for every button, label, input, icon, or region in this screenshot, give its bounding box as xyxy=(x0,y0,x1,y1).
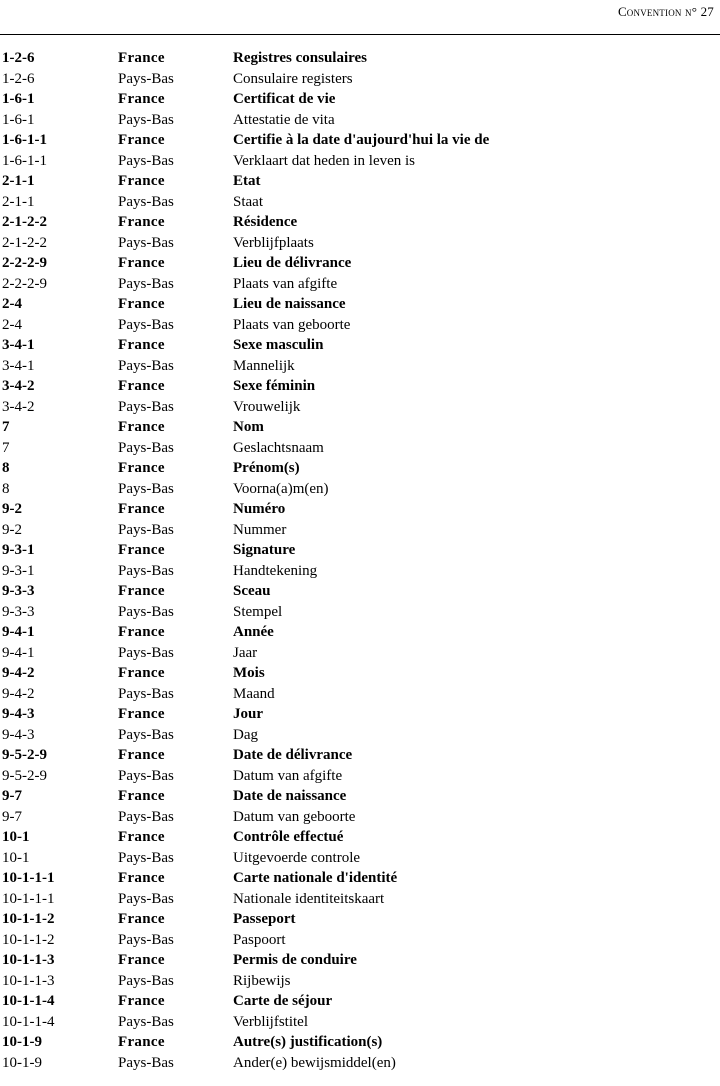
row-country: Pays-Bas xyxy=(118,644,174,661)
table-row xyxy=(0,540,720,561)
row-code: 1-2-6 xyxy=(2,70,35,87)
row-code: 2-1-1 xyxy=(2,193,35,210)
table-row xyxy=(0,1032,720,1053)
table-row xyxy=(0,130,720,151)
row-code: 9-3-3 xyxy=(2,583,35,599)
table-row xyxy=(0,663,720,684)
table-row xyxy=(0,909,720,930)
row-country: France xyxy=(118,583,165,599)
row-code: 10-1-1-2 xyxy=(2,911,55,927)
table-row xyxy=(0,151,720,172)
row-country: France xyxy=(118,173,165,189)
row-term: Carte nationale d'identité xyxy=(233,870,398,886)
row-term: Geslachtsnaam xyxy=(233,439,324,456)
row-term: Vrouwelijk xyxy=(233,398,301,415)
row-country: Pays-Bas xyxy=(118,808,174,825)
row-term: Passeport xyxy=(233,911,296,927)
row-country: France xyxy=(118,911,165,927)
row-country: France xyxy=(118,747,165,763)
row-country: Pays-Bas xyxy=(118,193,174,210)
table-row xyxy=(0,950,720,971)
row-code: 1-6-1-1 xyxy=(2,152,47,169)
row-term: Lieu de délivrance xyxy=(233,255,352,271)
row-term: Mois xyxy=(233,665,265,681)
table-row xyxy=(0,110,720,131)
table-row xyxy=(0,991,720,1012)
row-code: 3-4-1 xyxy=(2,337,35,353)
row-country: France xyxy=(118,255,165,271)
row-term: Datum van geboorte xyxy=(233,808,356,825)
row-term: Signature xyxy=(233,542,296,558)
row-country: Pays-Bas xyxy=(118,439,174,456)
row-country: France xyxy=(118,624,165,640)
row-term: Attestatie de vita xyxy=(233,111,335,128)
table-row xyxy=(0,561,720,582)
row-term: Certifie à la date d'aujourd'hui la vie de xyxy=(233,132,490,148)
row-term: Carte de séjour xyxy=(233,993,333,1009)
page-header-title: Convention n° 27 xyxy=(617,4,714,19)
table-row xyxy=(0,315,720,336)
term-table xyxy=(0,48,720,1073)
row-country: France xyxy=(118,870,165,886)
row-code: 1-2-6 xyxy=(2,50,35,66)
table-row xyxy=(0,1012,720,1033)
table-row xyxy=(0,48,720,69)
row-code: 9-5-2-9 xyxy=(2,767,47,784)
row-country: France xyxy=(118,1034,165,1050)
table-row xyxy=(0,458,720,479)
row-term: Verklaart dat heden in leven is xyxy=(233,152,416,169)
row-country: Pays-Bas xyxy=(118,234,174,251)
table-row xyxy=(0,622,720,643)
row-country: Pays-Bas xyxy=(118,398,174,415)
row-country: Pays-Bas xyxy=(118,890,174,907)
row-code: 9-4-3 xyxy=(2,726,35,743)
row-code: 10-1-1-2 xyxy=(2,931,55,948)
row-country: Pays-Bas xyxy=(118,480,174,497)
row-term: Verblijfstitel xyxy=(233,1013,308,1030)
row-term: Handtekening xyxy=(233,562,318,579)
table-row xyxy=(0,930,720,951)
table-row xyxy=(0,684,720,705)
row-country: France xyxy=(118,337,165,353)
table-row xyxy=(0,479,720,500)
row-country: Pays-Bas xyxy=(118,316,174,333)
row-code: 9-7 xyxy=(2,788,22,804)
row-term: Nom xyxy=(233,419,264,435)
row-country: Pays-Bas xyxy=(118,972,174,989)
row-term: Plaats van geboorte xyxy=(233,316,351,333)
row-country: Pays-Bas xyxy=(118,1013,174,1030)
row-country: Pays-Bas xyxy=(118,111,174,128)
table-row xyxy=(0,725,720,746)
row-code: 10-1-1-1 xyxy=(2,870,55,886)
row-country: France xyxy=(118,132,165,148)
row-term: Mannelijk xyxy=(233,357,295,374)
row-code: 9-4-2 xyxy=(2,685,35,702)
row-country: Pays-Bas xyxy=(118,521,174,538)
row-code: 9-3-1 xyxy=(2,562,35,579)
row-country: France xyxy=(118,91,165,107)
row-country: France xyxy=(118,378,165,394)
table-row xyxy=(0,786,720,807)
row-code: 1-6-1 xyxy=(2,91,35,107)
table-row xyxy=(0,971,720,992)
row-code: 9-3-1 xyxy=(2,542,35,558)
row-country: France xyxy=(118,829,165,845)
table-row xyxy=(0,253,720,274)
table-row xyxy=(0,376,720,397)
row-code: 10-1-1-1 xyxy=(2,890,55,907)
table-row xyxy=(0,397,720,418)
row-code: 2-4 xyxy=(2,296,22,312)
row-country: Pays-Bas xyxy=(118,70,174,87)
row-term: Contrôle effectué xyxy=(233,829,344,845)
row-code: 2-2-2-9 xyxy=(2,275,47,292)
row-code: 9-7 xyxy=(2,808,22,825)
row-code: 10-1-1-3 xyxy=(2,952,55,968)
row-country: France xyxy=(118,501,165,517)
row-code: 2-1-1 xyxy=(2,173,35,189)
row-term: Registres consulaires xyxy=(233,50,368,66)
row-code: 9-4-3 xyxy=(2,706,35,722)
table-row xyxy=(0,356,720,377)
row-country: France xyxy=(118,952,165,968)
row-country: France xyxy=(118,214,165,230)
row-country: Pays-Bas xyxy=(118,1054,174,1071)
table-row xyxy=(0,274,720,295)
row-code: 9-4-1 xyxy=(2,644,35,661)
row-term: Jaar xyxy=(233,644,258,661)
row-code: 8 xyxy=(2,480,10,497)
row-country: Pays-Bas xyxy=(118,603,174,620)
row-code: 9-4-1 xyxy=(2,624,35,640)
row-country: Pays-Bas xyxy=(118,685,174,702)
row-country: Pays-Bas xyxy=(118,767,174,784)
row-code: 1-6-1 xyxy=(2,111,35,128)
row-code: 9-2 xyxy=(2,501,22,517)
row-term: Datum van afgifte xyxy=(233,767,343,784)
row-term: Année xyxy=(233,624,274,640)
row-code: 2-2-2-9 xyxy=(2,255,47,271)
row-country: Pays-Bas xyxy=(118,931,174,948)
row-country: France xyxy=(118,296,165,312)
row-code: 10-1-9 xyxy=(2,1054,42,1071)
row-code: 10-1-1-4 xyxy=(2,1013,55,1030)
table-row xyxy=(0,294,720,315)
row-term: Plaats van afgifte xyxy=(233,275,338,292)
table-row xyxy=(0,704,720,725)
row-code: 9-3-3 xyxy=(2,603,35,620)
row-code: 9-5-2-9 xyxy=(2,747,47,763)
row-term: Prénom(s) xyxy=(233,460,300,476)
table-row xyxy=(0,807,720,828)
row-code: 9-2 xyxy=(2,521,22,538)
row-code: 3-4-2 xyxy=(2,398,35,415)
row-term: Paspoort xyxy=(233,931,286,948)
row-term: Ander(e) bewijsmiddel(en) xyxy=(233,1054,396,1071)
row-country: Pays-Bas xyxy=(118,849,174,866)
row-term: Sceau xyxy=(233,583,271,599)
row-code: 2-4 xyxy=(2,316,22,333)
row-code: 2-1-2-2 xyxy=(2,234,47,251)
row-term: Autre(s) justification(s) xyxy=(233,1034,383,1050)
table-row xyxy=(0,745,720,766)
row-country: France xyxy=(118,460,165,476)
row-term: Nummer xyxy=(233,521,287,538)
row-term: Résidence xyxy=(233,214,298,230)
row-country: Pays-Bas xyxy=(118,562,174,579)
row-code: 2-1-2-2 xyxy=(2,214,47,230)
table-row xyxy=(0,827,720,848)
table-row xyxy=(0,1053,720,1074)
row-country: Pays-Bas xyxy=(118,275,174,292)
row-country: Pays-Bas xyxy=(118,357,174,374)
row-term: Jour xyxy=(233,706,263,722)
table-row xyxy=(0,192,720,213)
row-term: Rijbewijs xyxy=(233,972,291,989)
row-country: France xyxy=(118,50,165,66)
row-term: Verblijfplaats xyxy=(233,234,314,251)
row-term: Dag xyxy=(233,726,258,743)
table-row xyxy=(0,499,720,520)
header-rule xyxy=(0,34,720,35)
row-code: 10-1 xyxy=(2,849,30,866)
row-term: Nationale identiteitskaart xyxy=(233,890,385,907)
row-term: Voorna(a)m(en) xyxy=(233,480,329,497)
row-country: France xyxy=(118,993,165,1009)
row-term: Stempel xyxy=(233,603,283,620)
row-term: Certificat de vie xyxy=(233,91,336,107)
row-term: Date de délivrance xyxy=(233,747,353,763)
table-row xyxy=(0,602,720,623)
row-code: 10-1-1-4 xyxy=(2,993,55,1009)
table-row xyxy=(0,848,720,869)
table-row xyxy=(0,643,720,664)
row-country: France xyxy=(118,706,165,722)
table-row xyxy=(0,766,720,787)
table-row xyxy=(0,438,720,459)
row-term: Lieu de naissance xyxy=(233,296,346,312)
row-term: Staat xyxy=(233,193,263,210)
row-code: 9-4-2 xyxy=(2,665,35,681)
row-country: Pays-Bas xyxy=(118,152,174,169)
table-row xyxy=(0,212,720,233)
table-row xyxy=(0,335,720,356)
row-code: 3-4-1 xyxy=(2,357,35,374)
row-country: France xyxy=(118,788,165,804)
row-term: Sexe féminin xyxy=(233,378,316,394)
row-code: 3-4-2 xyxy=(2,378,35,394)
row-term: Permis de conduire xyxy=(233,952,357,968)
row-country: Pays-Bas xyxy=(118,726,174,743)
table-row xyxy=(0,889,720,910)
row-country: France xyxy=(118,542,165,558)
row-term: Date de naissance xyxy=(233,788,347,804)
table-row xyxy=(0,89,720,110)
row-term: Consulaire registers xyxy=(233,70,353,87)
row-code: 10-1-9 xyxy=(2,1034,42,1050)
row-country: France xyxy=(118,665,165,681)
row-code: 7 xyxy=(2,439,10,456)
row-code: 1-6-1-1 xyxy=(2,132,47,148)
row-code: 10-1 xyxy=(2,829,30,845)
row-code: 7 xyxy=(2,419,10,435)
row-term: Sexe masculin xyxy=(233,337,324,353)
table-row xyxy=(0,171,720,192)
row-term: Maand xyxy=(233,685,275,702)
row-term: Etat xyxy=(233,173,261,189)
row-country: France xyxy=(118,419,165,435)
table-row xyxy=(0,233,720,254)
table-row xyxy=(0,868,720,889)
table-row xyxy=(0,417,720,438)
table-row xyxy=(0,581,720,602)
table-row xyxy=(0,69,720,90)
row-code: 8 xyxy=(2,460,10,476)
row-term: Uitgevoerde controle xyxy=(233,849,361,866)
row-code: 10-1-1-3 xyxy=(2,972,55,989)
row-term: Numéro xyxy=(233,501,286,517)
table-row xyxy=(0,520,720,541)
